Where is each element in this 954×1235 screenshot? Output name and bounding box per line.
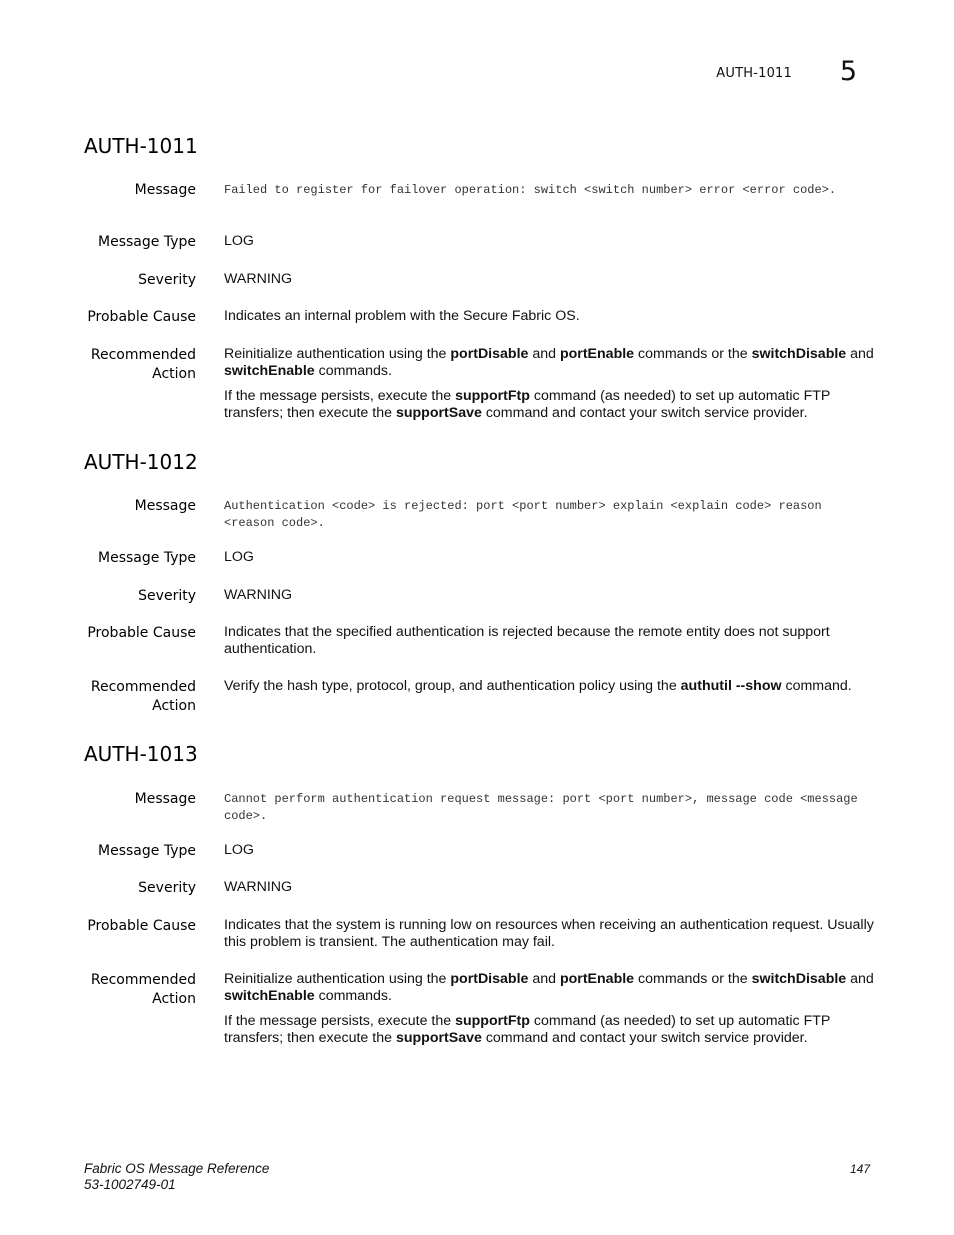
command-name: supportSave (395, 1030, 482, 1046)
message-label: Message (134, 182, 196, 198)
message-type-label: Message Type (98, 234, 196, 250)
running-header (0, 58, 954, 88)
recommended-label-line1: Recommended (90, 347, 196, 363)
command-name: portDisable (450, 346, 529, 362)
severity-value: WARNING (224, 271, 293, 287)
recommended-action-value (224, 678, 874, 695)
command-name: supportFtp (455, 388, 530, 404)
action-paragraph: Verify the hash type, protocol, group, and authentication policy using the authutil --show command. (224, 678, 852, 694)
recommended-action-value (224, 346, 874, 422)
message-text: Failed to register for failover operation: switch <switch number> error <error code>. (224, 183, 837, 197)
probable-cause-label: Probable Cause (87, 625, 196, 641)
action-paragraph: Reinitialize authentication using the portDisable and portEnable commands or the switchDisable and switchEnable commands. (224, 346, 874, 379)
message-type-value: LOG (224, 842, 254, 858)
chapter-number: 5 (839, 56, 857, 87)
message-type-label: Message Type (98, 843, 196, 859)
command-name: portDisable (450, 971, 529, 987)
command-name: switchDisable (751, 346, 847, 362)
footer-doc-title: Fabric OS Message Reference (84, 1161, 270, 1176)
entry-title: AUTH-1013 (84, 742, 198, 766)
probable-cause-value: Indicates an internal problem with the Secure Fabric OS. (224, 308, 580, 324)
action-paragraph: If the message persists, execute the supportFtp command (as needed) to set up automatic FTP transfers; then execute the supportSave command and contact your switch service provider. (224, 1013, 831, 1046)
recommended-label-line2: Action (152, 698, 196, 714)
command-name: supportFtp (455, 1013, 530, 1029)
running-header-title: AUTH-1011 (716, 66, 792, 81)
recommended-action-label (46, 346, 196, 384)
recommended-label-line2: Action (152, 366, 196, 382)
entry-title: AUTH-1012 (84, 450, 198, 474)
command-name: portEnable (559, 346, 635, 362)
severity-label: Severity (138, 588, 196, 604)
command-name: portEnable (559, 971, 635, 987)
page-number: 147 (849, 1162, 870, 1176)
probable-cause-label: Probable Cause (87, 918, 196, 934)
action-paragraph: If the message persists, execute the supportFtp command (as needed) to set up automatic FTP transfers; then execute the supportSave command and contact your switch service provider. (224, 388, 831, 421)
command-name: supportSave (395, 405, 482, 421)
recommended-label-line1: Recommended (90, 679, 196, 695)
command-name: switchEnable (224, 988, 315, 1004)
message-label: Message (134, 791, 196, 807)
recommended-label-line2: Action (152, 991, 196, 1007)
recommended-label-line1: Recommended (90, 972, 196, 988)
severity-label: Severity (138, 880, 196, 896)
message-text: Authentication <code> is rejected: port <port number> explain <explain code> reason <reason code>. (224, 499, 822, 530)
entry-title: AUTH-1011 (84, 134, 198, 158)
probable-cause-value: Indicates that the specified authentication is rejected because the remote entity does not support authentication. (224, 624, 830, 657)
command-name: switchEnable (224, 363, 315, 379)
severity-label: Severity (138, 272, 196, 288)
footer-doc-info (84, 1161, 269, 1193)
probable-cause-label: Probable Cause (87, 309, 196, 325)
footer-doc-number: 53-1002749-01 (84, 1177, 176, 1192)
severity-value: WARNING (224, 879, 293, 895)
action-paragraph: Reinitialize authentication using the portDisable and portEnable commands or the switchDisable and switchEnable commands. (224, 971, 874, 1004)
message-type-label: Message Type (98, 550, 196, 566)
message-text: Cannot perform authentication request message: port <port number>, message code <message code>. (224, 792, 858, 823)
probable-cause-value: Indicates that the system is running low on resources when receiving an authentication request. Usually this problem is transient. The authentication may fail. (224, 917, 874, 950)
recommended-action-value (224, 971, 874, 1047)
command-name: authutil --show (680, 678, 782, 694)
recommended-action-label (46, 678, 196, 716)
recommended-action-label (46, 971, 196, 1009)
message-label: Message (134, 498, 196, 514)
message-type-value: LOG (224, 233, 254, 249)
message-type-value: LOG (224, 549, 254, 565)
command-name: switchDisable (751, 971, 847, 987)
severity-value: WARNING (224, 587, 293, 603)
